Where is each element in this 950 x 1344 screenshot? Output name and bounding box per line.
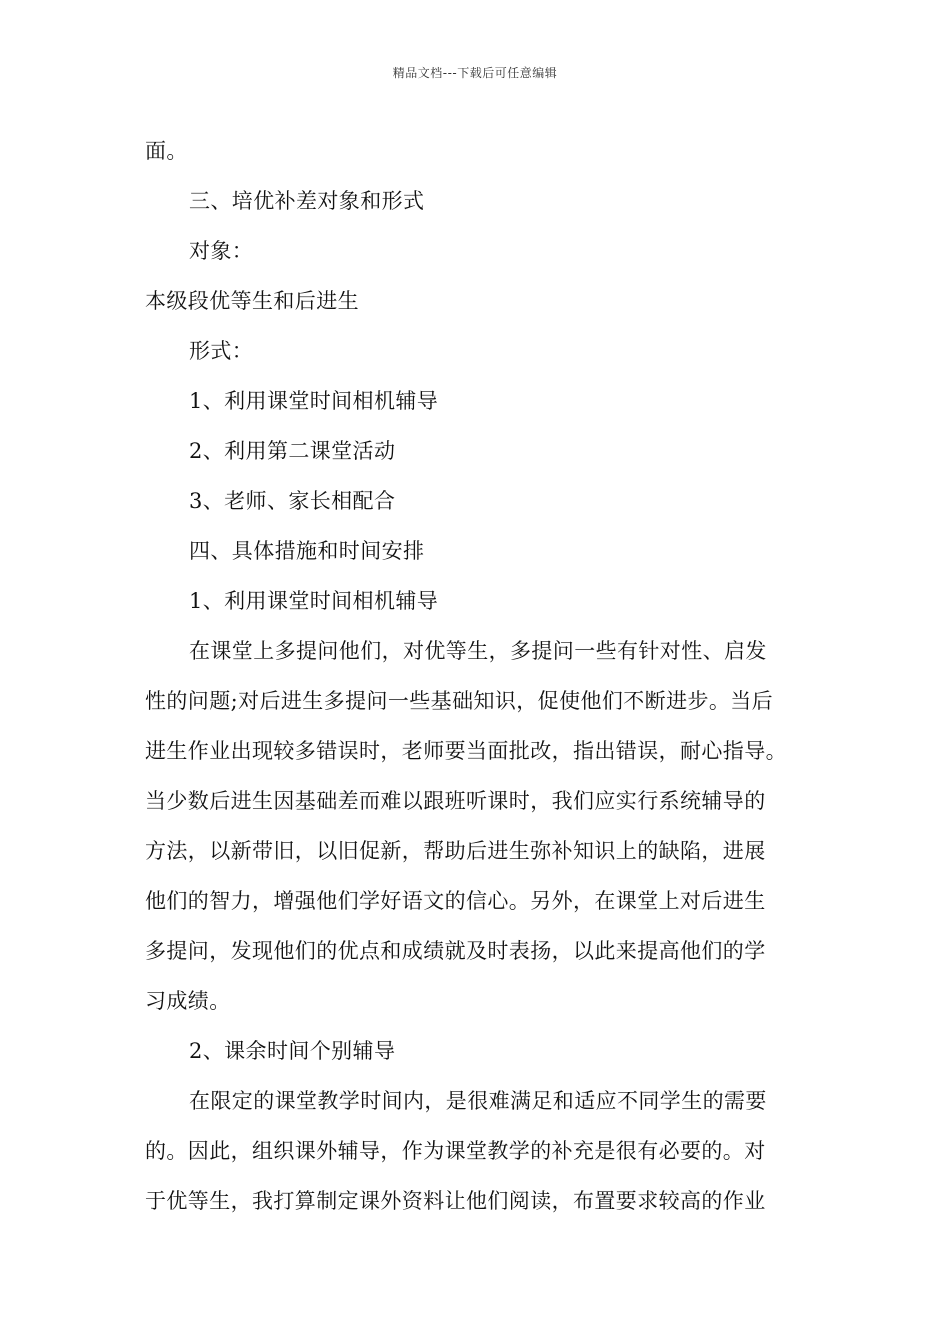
page-header: 精品文档---下载后可任意编辑	[392, 66, 558, 80]
document-body	[145, 126, 810, 1226]
text-line: 对象：	[189, 239, 254, 263]
text-line: 在限定的课堂教学时间内，是很难满足和适应不同学生的需要	[189, 1089, 767, 1113]
text-line: 1、利用课堂时间相机辅导	[189, 389, 439, 413]
text-line: 多提问，发现他们的优点和成绩就及时表扬，以此来提高他们的学	[145, 939, 766, 963]
text-line: 的。因此，组织课外辅导，作为课堂教学的补充是很有必要的。对	[145, 1139, 766, 1163]
text-line: 于优等生，我打算制定课外资料让他们阅读，布置要求较高的作业	[145, 1189, 766, 1213]
text-line: 进生作业出现较多错误时，老师要当面批改，指出错误，耐心指导。	[145, 739, 787, 763]
text-line: 习成绩。	[145, 989, 231, 1013]
text-line: 2、利用第二课堂活动	[189, 439, 396, 463]
text-line: 性的问题;对后进生多提问一些基础知识，促使他们不断进步。当后	[145, 689, 774, 713]
text-line: 四、具体措施和时间安排	[189, 539, 425, 563]
text-line: 在课堂上多提问他们，对优等生，多提问一些有针对性、启发	[189, 639, 767, 663]
text-line: 三、培优补差对象和形式	[189, 189, 425, 213]
text-line: 1、利用课堂时间相机辅导	[189, 589, 439, 613]
text-line: 他们的智力，增强他们学好语文的信心。另外，在课堂上对后进生	[145, 889, 766, 913]
text-line: 方法，以新带旧，以旧促新，帮助后进生弥补知识上的缺陷，进展	[145, 839, 766, 863]
text-line: 本级段优等生和后进生	[145, 289, 359, 313]
text-line: 当少数后进生因基础差而难以跟班听课时，我们应实行系统辅导的	[145, 789, 766, 813]
text-line: 2、课余时间个别辅导	[189, 1039, 396, 1063]
text-line: 3、老师、家长相配合	[189, 489, 396, 513]
text-line: 面。	[145, 139, 188, 163]
text-line: 形式：	[189, 339, 254, 363]
